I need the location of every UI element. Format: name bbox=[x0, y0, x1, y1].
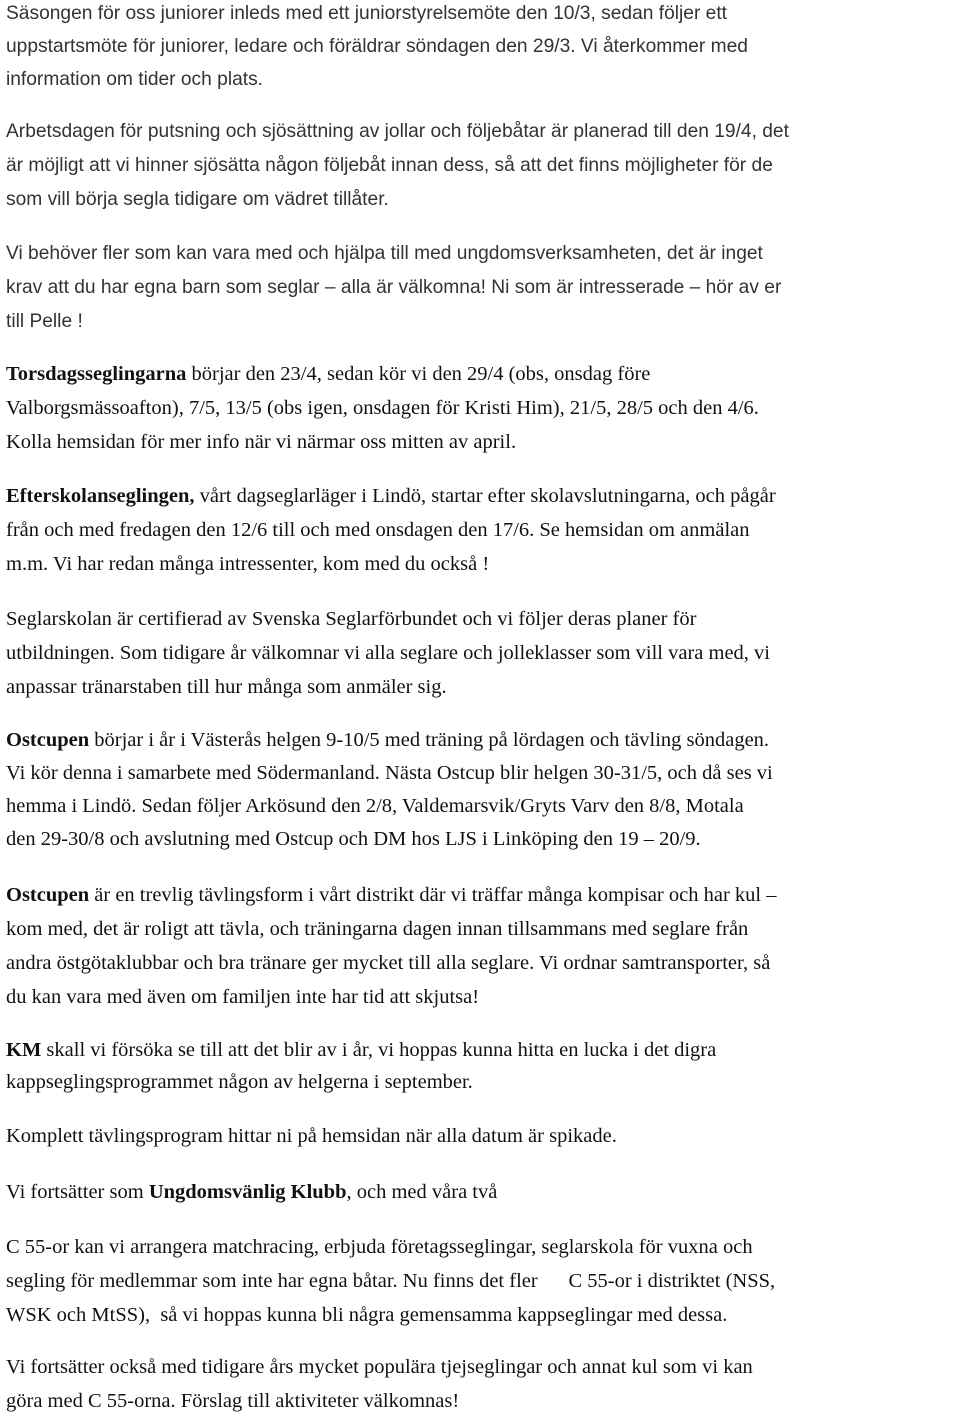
paragraph-after-school-sailing bbox=[6, 479, 956, 581]
text-line bbox=[6, 1034, 956, 1066]
heading-ostcupen: Ostcupen bbox=[6, 729, 90, 751]
text-line: Kolla hemsidan för mer info när vi närmar oss mitten av april. bbox=[6, 431, 517, 453]
text-line: krav att du har egna barn som seglar – alla är välkomna! Ni som är intresserade – hör av er bbox=[6, 277, 782, 298]
paragraph-volunteers bbox=[6, 237, 956, 339]
text-line: hemma i Lindö. Sedan följer Arkösund den 2/8, Valdemarsvik/Gryts Varv den 8/8, Motala bbox=[6, 795, 744, 817]
paragraph-ostcupen-schedule bbox=[6, 724, 956, 856]
text-line: Komplett tävlingsprogram hittar ni på hemsidan när alla datum är spikade. bbox=[6, 1125, 617, 1147]
text-line bbox=[6, 357, 956, 391]
text-line bbox=[6, 1176, 956, 1209]
text-line: uppstartsmöte för juniorer, ledare och föräldrar söndagen den 29/3. Vi återkommer med bbox=[6, 36, 748, 57]
text-line: andra östgötaklubbar och bra tränare ger mycket till alla seglare. Vi ordnar samtransporter, så bbox=[6, 952, 771, 974]
text-line: kom med, det är roligt att tävla, och träningarna dagen innan tillsammans med seglare från bbox=[6, 918, 749, 940]
text-line: Vi fortsätter också med tidigare års mycket populära tjejseglingar och annat kul som vi kan bbox=[6, 1356, 753, 1378]
heading-after-school-sailing: Efterskolanseglingen, bbox=[6, 485, 195, 507]
paragraph-ostcupen-info bbox=[6, 878, 956, 1014]
paragraph-thursday-races bbox=[6, 357, 956, 459]
text-run: , och med våra två bbox=[346, 1181, 498, 1203]
text-line: göra med C 55-orna. Förslag till aktiviteter välkomnas! bbox=[6, 1390, 460, 1412]
text-run: Vi fortsätter som bbox=[6, 1181, 149, 1203]
text-line: Vi behöver fler som kan vara med och hjälpa till med ungdomsverksamheten, det är inget bbox=[6, 243, 763, 264]
text-line: WSK och MtSS), så vi hoppas kunna bli några gemensamma kappseglingar med dessa. bbox=[6, 1304, 728, 1326]
text-line: Säsongen för oss juniorer inleds med ett juniorstyrelsemöte den 10/3, sedan följer ett bbox=[6, 3, 728, 24]
text-line bbox=[6, 724, 956, 757]
text-line: från och med fredagen den 12/6 till och med onsdagen den 17/6. Se hemsidan om anmälan bbox=[6, 519, 750, 541]
paragraph-c55 bbox=[6, 1230, 956, 1332]
paragraph-km bbox=[6, 1034, 956, 1098]
text-line: segling för medlemmar som inte har egna båtar. Nu finns det fler C 55-or i distriktet (NSS, bbox=[6, 1270, 776, 1292]
text-line: till Pelle ! bbox=[6, 311, 83, 332]
text-run: vårt dagseglarläger i Lindö, startar efter skolavslutningarna, och pågår bbox=[194, 485, 776, 507]
text-line: är möjligt att vi hinner sjösätta någon följebåt innan dess, så att det finns möjligheter för de bbox=[6, 155, 773, 176]
text-run: skall vi försöka se till att det blir av i år, vi hoppas kunna hitta en lucka i det digra bbox=[41, 1039, 717, 1061]
paragraph-sailing-school bbox=[6, 602, 956, 704]
heading-km: KM bbox=[6, 1039, 42, 1061]
text-line: kappseglingsprogrammet någon av helgerna i september. bbox=[6, 1071, 473, 1093]
text-line: anpassar tränarstaben till hur många som anmäler sig. bbox=[6, 676, 447, 698]
text-run: börjar i år i Västerås helgen 9-10/5 med träning på lördagen och tävling söndagen. bbox=[89, 729, 770, 751]
text-line: Arbetsdagen för putsning och sjösättning av jollar och följebåtar är planerad till den 19/4, det bbox=[6, 121, 789, 142]
heading-youth-club: Ungdomsvänlig Klubb bbox=[148, 1181, 347, 1203]
text-run: börjar den 23/4, sedan kör vi den 29/4 (obs, onsdag före bbox=[186, 363, 651, 385]
text-line bbox=[6, 479, 956, 513]
text-line: Seglarskolan är certifierad av Svenska Seglarförbundet och vi följer deras planer för bbox=[6, 608, 697, 630]
heading-ostcupen: Ostcupen bbox=[6, 884, 90, 906]
text-line: den 29-30/8 och avslutning med Ostcup och DM hos LJS i Linköping den 19 – 20/9. bbox=[6, 828, 701, 850]
text-line: C 55-or kan vi arrangera matchracing, erbjuda företagsseglingar, seglarskola för vuxna och bbox=[6, 1236, 753, 1258]
text-line: information om tider och plats. bbox=[6, 69, 264, 90]
text-line: du kan vara med även om familjen inte har tid att skjutsa! bbox=[6, 986, 480, 1008]
text-line: Valborgsmässoafton), 7/5, 13/5 (obs igen, onsdagen för Kristi Him), 21/5, 28/5 och den 4/6. bbox=[6, 397, 759, 419]
text-line: m.m. Vi har redan många intressenter, kom med du också ! bbox=[6, 553, 490, 575]
text-line: utbildningen. Som tidigare år välkomnar vi alla seglare och jolleklasser som vill vara med, vi bbox=[6, 642, 770, 664]
text-line bbox=[6, 878, 956, 912]
text-line: Vi kör denna i samarbete med Södermanland. Nästa Ostcup blir helgen 30-31/5, och då ses vi bbox=[6, 762, 773, 784]
text-line: som vill börja segla tidigare om vädret tillåter. bbox=[6, 189, 389, 210]
paragraph-program bbox=[6, 1120, 956, 1153]
text-run: är en trevlig tävlingsform i vårt distrikt där vi träffar många kompisar och har kul – bbox=[89, 884, 777, 906]
paragraph-junior-season bbox=[6, 0, 956, 96]
paragraph-girls-sailing bbox=[6, 1350, 956, 1418]
paragraph-youth-club bbox=[6, 1176, 956, 1209]
paragraph-work-day bbox=[6, 115, 956, 217]
heading-thursday-races: Torsdagsseglingarna bbox=[6, 363, 187, 385]
